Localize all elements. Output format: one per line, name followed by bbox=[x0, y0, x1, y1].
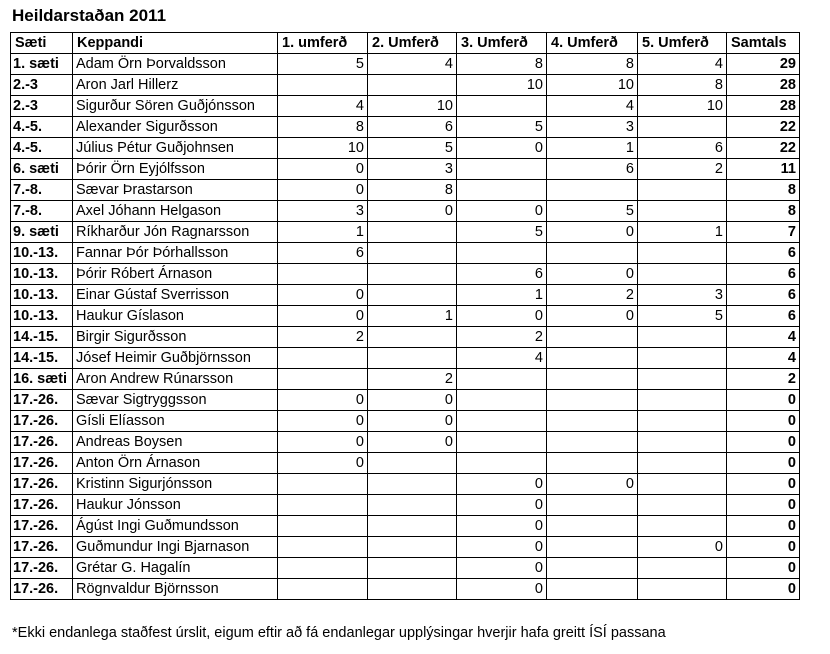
round-2-cell bbox=[368, 285, 457, 306]
name-cell: Haukur Gíslason bbox=[73, 306, 278, 327]
name-cell: Aron Jarl Hillerz bbox=[73, 75, 278, 96]
round-4-cell bbox=[547, 243, 638, 264]
table-body bbox=[11, 54, 800, 600]
place-cell: 14.-15. bbox=[11, 327, 73, 348]
round-1-cell: 0 bbox=[278, 180, 368, 201]
name-cell: Þórir Örn Eyjólfsson bbox=[73, 159, 278, 180]
round-4-cell: 0 bbox=[547, 222, 638, 243]
header-round-5: 5. Umferð bbox=[638, 33, 727, 54]
round-3-cell: 0 bbox=[457, 201, 547, 222]
round-5-cell: 2 bbox=[638, 159, 727, 180]
round-1-cell: 1 bbox=[278, 222, 368, 243]
total-cell: 0 bbox=[727, 411, 800, 432]
place-cell: 2.-3 bbox=[11, 96, 73, 117]
round-3-cell bbox=[457, 180, 547, 201]
round-1-cell: 0 bbox=[278, 453, 368, 474]
round-5-cell bbox=[638, 474, 727, 495]
name-cell: Alexander Sigurðsson bbox=[73, 117, 278, 138]
place-cell: 17.-26. bbox=[11, 516, 73, 537]
name-cell: Þórir Róbert Árnason bbox=[73, 264, 278, 285]
round-3-cell: 0 bbox=[457, 474, 547, 495]
place-cell: 10.-13. bbox=[11, 264, 73, 285]
table-row bbox=[11, 327, 800, 348]
round-2-cell: 5 bbox=[368, 138, 457, 159]
round-3-cell: 0 bbox=[457, 495, 547, 516]
round-5-cell bbox=[638, 558, 727, 579]
round-3-cell bbox=[457, 432, 547, 453]
round-5-cell bbox=[638, 432, 727, 453]
round-3-cell: 10 bbox=[457, 75, 547, 96]
round-1-cell: 4 bbox=[278, 96, 368, 117]
total-cell: 0 bbox=[727, 453, 800, 474]
place-cell: 17.-26. bbox=[11, 579, 73, 600]
round-1-cell bbox=[278, 474, 368, 495]
name-cell: Ágúst Ingi Guðmundsson bbox=[73, 516, 278, 537]
name-cell: Anton Örn Árnason bbox=[73, 453, 278, 474]
round-1-cell: 2 bbox=[278, 327, 368, 348]
round-4-cell bbox=[547, 453, 638, 474]
place-cell: 10.-13. bbox=[11, 243, 73, 264]
round-2-cell bbox=[368, 516, 457, 537]
round-4-cell: 10 bbox=[547, 75, 638, 96]
name-cell: Ríkharður Jón Ragnarsson bbox=[73, 222, 278, 243]
total-cell: 4 bbox=[727, 327, 800, 348]
table-row bbox=[11, 369, 800, 390]
round-4-cell bbox=[547, 558, 638, 579]
round-4-cell: 6 bbox=[547, 159, 638, 180]
round-4-cell: 0 bbox=[547, 306, 638, 327]
round-5-cell bbox=[638, 327, 727, 348]
round-2-cell bbox=[368, 327, 457, 348]
table-row bbox=[11, 222, 800, 243]
round-5-cell bbox=[638, 243, 727, 264]
round-5-cell: 8 bbox=[638, 75, 727, 96]
round-1-cell bbox=[278, 75, 368, 96]
round-3-cell: 5 bbox=[457, 222, 547, 243]
round-5-cell bbox=[638, 495, 727, 516]
name-cell: Fannar Þór Þórhallsson bbox=[73, 243, 278, 264]
round-4-cell: 0 bbox=[547, 264, 638, 285]
name-cell: Guðmundur Ingi Bjarnason bbox=[73, 537, 278, 558]
table-row bbox=[11, 96, 800, 117]
round-1-cell: 5 bbox=[278, 54, 368, 75]
table-row bbox=[11, 537, 800, 558]
total-cell: 0 bbox=[727, 537, 800, 558]
round-3-cell: 0 bbox=[457, 558, 547, 579]
table-row bbox=[11, 411, 800, 432]
round-2-cell bbox=[368, 558, 457, 579]
header-total: Samtals bbox=[727, 33, 800, 54]
place-cell: 17.-26. bbox=[11, 495, 73, 516]
table-row bbox=[11, 579, 800, 600]
round-1-cell: 10 bbox=[278, 138, 368, 159]
place-cell: 9. sæti bbox=[11, 222, 73, 243]
table-row bbox=[11, 285, 800, 306]
round-4-cell: 1 bbox=[547, 138, 638, 159]
total-cell: 2 bbox=[727, 369, 800, 390]
place-cell: 14.-15. bbox=[11, 348, 73, 369]
name-cell: Adam Örn Þorvaldsson bbox=[73, 54, 278, 75]
round-1-cell: 0 bbox=[278, 159, 368, 180]
round-1-cell bbox=[278, 516, 368, 537]
standings-table bbox=[10, 32, 800, 600]
round-1-cell: 0 bbox=[278, 390, 368, 411]
round-4-cell bbox=[547, 432, 638, 453]
total-cell: 0 bbox=[727, 516, 800, 537]
name-cell: Grétar G. Hagalín bbox=[73, 558, 278, 579]
total-cell: 8 bbox=[727, 201, 800, 222]
total-cell: 29 bbox=[727, 54, 800, 75]
total-cell: 6 bbox=[727, 306, 800, 327]
place-cell: 17.-26. bbox=[11, 390, 73, 411]
total-cell: 28 bbox=[727, 96, 800, 117]
total-cell: 7 bbox=[727, 222, 800, 243]
round-2-cell: 8 bbox=[368, 180, 457, 201]
total-cell: 28 bbox=[727, 75, 800, 96]
round-5-cell: 0 bbox=[638, 537, 727, 558]
round-1-cell bbox=[278, 369, 368, 390]
round-4-cell bbox=[547, 537, 638, 558]
place-cell: 16. sæti bbox=[11, 369, 73, 390]
table-row bbox=[11, 453, 800, 474]
total-cell: 22 bbox=[727, 138, 800, 159]
round-5-cell bbox=[638, 579, 727, 600]
header-competitor: Keppandi bbox=[73, 33, 278, 54]
round-3-cell bbox=[457, 411, 547, 432]
round-3-cell: 0 bbox=[457, 537, 547, 558]
place-cell: 1. sæti bbox=[11, 54, 73, 75]
round-5-cell bbox=[638, 180, 727, 201]
place-cell: 10.-13. bbox=[11, 285, 73, 306]
round-2-cell bbox=[368, 474, 457, 495]
round-5-cell bbox=[638, 453, 727, 474]
round-4-cell bbox=[547, 390, 638, 411]
round-5-cell bbox=[638, 411, 727, 432]
round-5-cell: 1 bbox=[638, 222, 727, 243]
place-cell: 17.-26. bbox=[11, 474, 73, 495]
round-5-cell bbox=[638, 201, 727, 222]
round-1-cell bbox=[278, 495, 368, 516]
table-row bbox=[11, 432, 800, 453]
table-row bbox=[11, 243, 800, 264]
round-5-cell bbox=[638, 264, 727, 285]
round-4-cell bbox=[547, 180, 638, 201]
round-1-cell: 0 bbox=[278, 306, 368, 327]
round-4-cell bbox=[547, 369, 638, 390]
header-round-3: 3. Umferð bbox=[457, 33, 547, 54]
total-cell: 22 bbox=[727, 117, 800, 138]
round-2-cell bbox=[368, 537, 457, 558]
place-cell: 17.-26. bbox=[11, 558, 73, 579]
name-cell: Sævar Þrastarson bbox=[73, 180, 278, 201]
round-2-cell bbox=[368, 264, 457, 285]
header-round-2: 2. Umferð bbox=[368, 33, 457, 54]
place-cell: 7.-8. bbox=[11, 201, 73, 222]
round-5-cell: 10 bbox=[638, 96, 727, 117]
round-4-cell: 4 bbox=[547, 96, 638, 117]
name-cell: Sævar Sigtryggsson bbox=[73, 390, 278, 411]
round-2-cell bbox=[368, 453, 457, 474]
round-2-cell: 6 bbox=[368, 117, 457, 138]
round-5-cell bbox=[638, 390, 727, 411]
round-2-cell: 2 bbox=[368, 369, 457, 390]
round-2-cell bbox=[368, 222, 457, 243]
round-3-cell: 1 bbox=[457, 285, 547, 306]
round-3-cell: 5 bbox=[457, 117, 547, 138]
place-cell: 2.-3 bbox=[11, 75, 73, 96]
header-round-4: 4. Umferð bbox=[547, 33, 638, 54]
header-row bbox=[11, 33, 800, 54]
name-cell: Birgir Sigurðsson bbox=[73, 327, 278, 348]
place-cell: 17.-26. bbox=[11, 432, 73, 453]
total-cell: 11 bbox=[727, 159, 800, 180]
header-place: Sæti bbox=[11, 33, 73, 54]
round-2-cell: 10 bbox=[368, 96, 457, 117]
name-cell: Sigurður Sören Guðjónsson bbox=[73, 96, 278, 117]
table-row bbox=[11, 495, 800, 516]
total-cell: 8 bbox=[727, 180, 800, 201]
round-1-cell: 8 bbox=[278, 117, 368, 138]
total-cell: 6 bbox=[727, 243, 800, 264]
name-cell: Kristinn Sigurjónsson bbox=[73, 474, 278, 495]
table-row bbox=[11, 180, 800, 201]
round-1-cell: 3 bbox=[278, 201, 368, 222]
round-3-cell bbox=[457, 453, 547, 474]
total-cell: 6 bbox=[727, 285, 800, 306]
name-cell: Aron Andrew Rúnarsson bbox=[73, 369, 278, 390]
place-cell: 4.-5. bbox=[11, 117, 73, 138]
round-2-cell: 0 bbox=[368, 390, 457, 411]
round-2-cell bbox=[368, 579, 457, 600]
round-1-cell bbox=[278, 264, 368, 285]
table-row bbox=[11, 474, 800, 495]
table-row bbox=[11, 138, 800, 159]
round-5-cell bbox=[638, 369, 727, 390]
round-4-cell: 8 bbox=[547, 54, 638, 75]
total-cell: 4 bbox=[727, 348, 800, 369]
page-title: Heildarstaðan 2011 bbox=[12, 6, 167, 25]
round-3-cell: 0 bbox=[457, 516, 547, 537]
total-cell: 0 bbox=[727, 390, 800, 411]
place-cell: 6. sæti bbox=[11, 159, 73, 180]
round-4-cell: 3 bbox=[547, 117, 638, 138]
round-4-cell: 2 bbox=[547, 285, 638, 306]
round-1-cell bbox=[278, 537, 368, 558]
name-cell: Gísli Elíasson bbox=[73, 411, 278, 432]
table-row bbox=[11, 201, 800, 222]
round-3-cell: 2 bbox=[457, 327, 547, 348]
place-cell: 10.-13. bbox=[11, 306, 73, 327]
total-cell: 0 bbox=[727, 474, 800, 495]
header-round-1: 1. umferð bbox=[278, 33, 368, 54]
table-row bbox=[11, 75, 800, 96]
round-3-cell bbox=[457, 390, 547, 411]
round-2-cell: 0 bbox=[368, 432, 457, 453]
round-1-cell: 0 bbox=[278, 411, 368, 432]
round-2-cell bbox=[368, 75, 457, 96]
round-1-cell bbox=[278, 579, 368, 600]
round-4-cell: 5 bbox=[547, 201, 638, 222]
total-cell: 0 bbox=[727, 579, 800, 600]
round-2-cell bbox=[368, 348, 457, 369]
footnote: *Ekki endanlega staðfest úrslit, eigum eftir að fá endanlegar upplýsingar hverjir hafa greitt ÍSÍ passana bbox=[12, 625, 666, 641]
round-1-cell: 6 bbox=[278, 243, 368, 264]
table-row bbox=[11, 264, 800, 285]
round-2-cell: 0 bbox=[368, 201, 457, 222]
round-3-cell: 0 bbox=[457, 579, 547, 600]
name-cell: Jósef Heimir Guðbjörnsson bbox=[73, 348, 278, 369]
round-5-cell bbox=[638, 117, 727, 138]
round-1-cell bbox=[278, 348, 368, 369]
total-cell: 0 bbox=[727, 432, 800, 453]
round-5-cell bbox=[638, 516, 727, 537]
table-row bbox=[11, 390, 800, 411]
place-cell: 4.-5. bbox=[11, 138, 73, 159]
place-cell: 17.-26. bbox=[11, 411, 73, 432]
round-5-cell bbox=[638, 348, 727, 369]
total-cell: 0 bbox=[727, 495, 800, 516]
round-2-cell bbox=[368, 243, 457, 264]
round-2-cell: 0 bbox=[368, 411, 457, 432]
round-4-cell bbox=[547, 579, 638, 600]
round-2-cell: 3 bbox=[368, 159, 457, 180]
round-4-cell bbox=[547, 495, 638, 516]
name-cell: Andreas Boysen bbox=[73, 432, 278, 453]
name-cell: Einar Gústaf Sverrisson bbox=[73, 285, 278, 306]
place-cell: 17.-26. bbox=[11, 453, 73, 474]
round-5-cell: 5 bbox=[638, 306, 727, 327]
round-2-cell bbox=[368, 495, 457, 516]
round-4-cell bbox=[547, 327, 638, 348]
round-3-cell bbox=[457, 159, 547, 180]
place-cell: 17.-26. bbox=[11, 537, 73, 558]
round-3-cell: 0 bbox=[457, 306, 547, 327]
round-4-cell: 0 bbox=[547, 474, 638, 495]
table-row bbox=[11, 558, 800, 579]
round-3-cell: 0 bbox=[457, 138, 547, 159]
table-row bbox=[11, 54, 800, 75]
round-2-cell: 4 bbox=[368, 54, 457, 75]
table-row bbox=[11, 306, 800, 327]
round-3-cell bbox=[457, 243, 547, 264]
round-4-cell bbox=[547, 348, 638, 369]
table-row bbox=[11, 516, 800, 537]
round-3-cell bbox=[457, 369, 547, 390]
round-1-cell bbox=[278, 558, 368, 579]
name-cell: Haukur Jónsson bbox=[73, 495, 278, 516]
table-row bbox=[11, 348, 800, 369]
round-1-cell: 0 bbox=[278, 432, 368, 453]
table-row bbox=[11, 117, 800, 138]
round-5-cell: 6 bbox=[638, 138, 727, 159]
name-cell: Axel Jóhann Helgason bbox=[73, 201, 278, 222]
round-3-cell: 8 bbox=[457, 54, 547, 75]
round-4-cell bbox=[547, 516, 638, 537]
round-3-cell: 6 bbox=[457, 264, 547, 285]
total-cell: 0 bbox=[727, 558, 800, 579]
name-cell: Rögnvaldur Björnsson bbox=[73, 579, 278, 600]
table-row bbox=[11, 159, 800, 180]
name-cell: Július Pétur Guðjohnsen bbox=[73, 138, 278, 159]
round-1-cell: 0 bbox=[278, 285, 368, 306]
round-3-cell bbox=[457, 96, 547, 117]
total-cell: 6 bbox=[727, 264, 800, 285]
round-2-cell: 1 bbox=[368, 306, 457, 327]
round-3-cell: 4 bbox=[457, 348, 547, 369]
place-cell: 7.-8. bbox=[11, 180, 73, 201]
round-4-cell bbox=[547, 411, 638, 432]
round-5-cell: 4 bbox=[638, 54, 727, 75]
round-5-cell: 3 bbox=[638, 285, 727, 306]
